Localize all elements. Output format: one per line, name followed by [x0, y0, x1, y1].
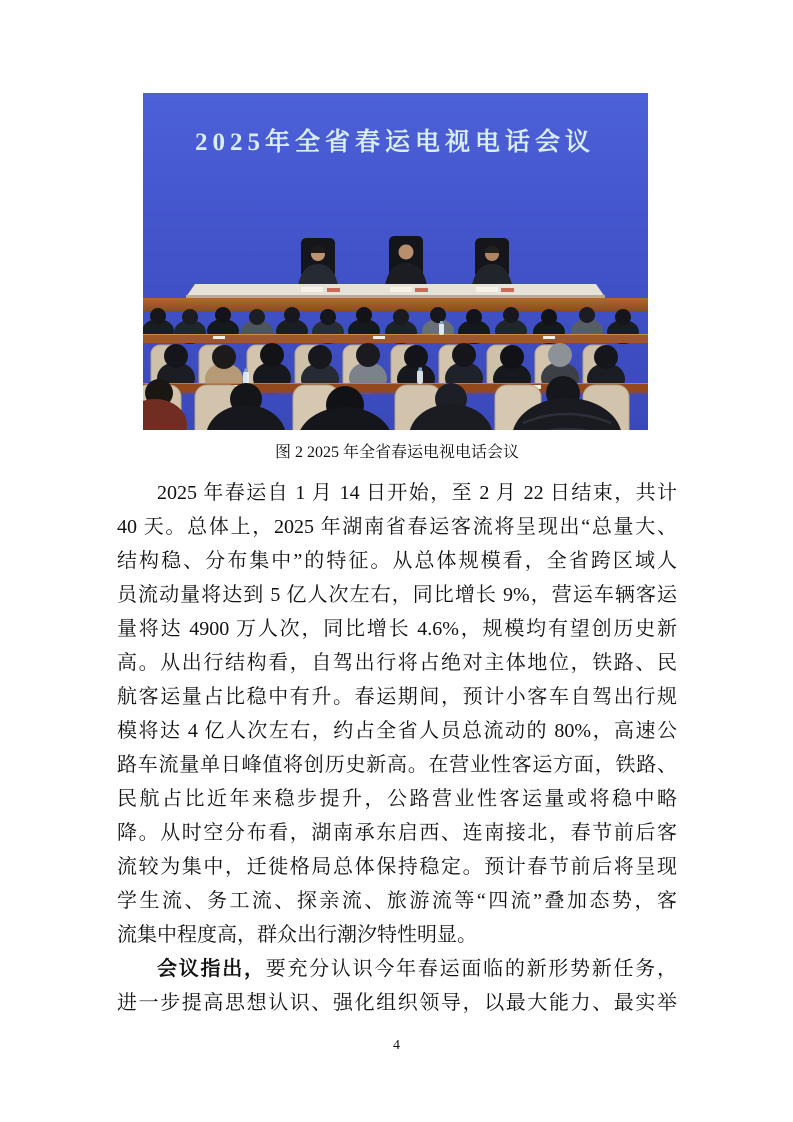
body-line: 降。从时空分布看，湖南承东启西、连南接北，春节前后客: [117, 822, 677, 844]
figure-caption: 图 2 2025 年全省春运电视电话会议: [274, 444, 519, 461]
body-line: 结构稳、分布集中”的特征。从总体规模看，全省跨区域人: [117, 550, 677, 572]
rostrum-officials: [298, 236, 512, 285]
body-line: 高。从出行结构看，自驾出行将占绝对主体地位，铁路、民: [117, 652, 677, 674]
body-line: 量将达 4900 万人次，同比增长 4.6%，规模均有望创历史新: [117, 618, 677, 640]
body-text: [117, 476, 677, 1020]
body-line: 模将达 4 亿人次左右，约占全省人员总流动的 80%，高速公: [117, 720, 677, 742]
body-line: 航客运量占比稳中有升。春运期间，预计小客车自驾出行规: [117, 686, 677, 708]
body-line: 流集中程度高，群众出行潮汐特性明显。: [117, 924, 477, 946]
body-line: [117, 952, 677, 986]
body-line: 40 天。总体上，2025 年湖南省春运客流将呈现出“总量大、: [117, 516, 677, 538]
body-line: 流较为集中，迁徙格局总体保持稳定。预计春节前后将呈现: [117, 856, 677, 878]
rostrum-table: [186, 284, 605, 298]
body-line: 2025 年春运自 1 月 14 日开始，至 2 月 22 日结束，共计: [157, 482, 677, 504]
body-line: 员流动量将达到 5 亿人次左右，同比增长 9%，营运车辆客运: [117, 584, 677, 606]
figure-photo: [143, 93, 648, 430]
body-line: 路车流量单日峰值将创历史新高。在营业性客运方面，铁路、: [117, 754, 677, 776]
paragraph-text: 要充分认识今年春运面临的新形势新任务，: [265, 958, 678, 980]
body-line: 民航占比近年来稳步提升，公路营业性客运量或将稳中略: [117, 788, 677, 810]
paragraph-bold-lead: 会议指出，: [157, 958, 266, 980]
page-number: 4: [393, 1038, 400, 1053]
body-line: 进一步提高思想认识、强化组织领导，以最大能力、最实举: [117, 992, 677, 1014]
photo-banner-text: 2025年全省春运电视电话会议: [194, 129, 596, 156]
meeting-photo-scene: [143, 93, 648, 430]
body-line: 学生流、务工流、探亲流、旅游流等“四流”叠加态势，客: [117, 890, 677, 912]
